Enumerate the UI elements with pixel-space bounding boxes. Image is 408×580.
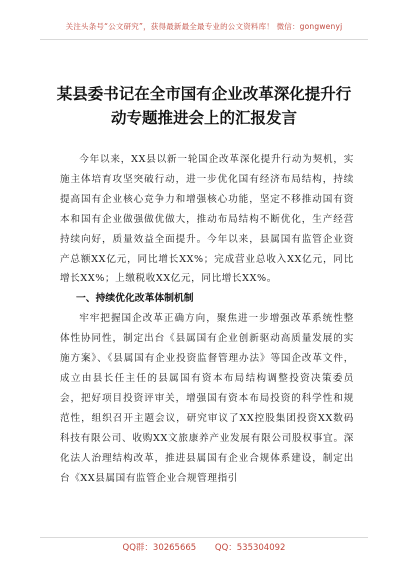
footer-divider <box>40 537 368 538</box>
header-divider <box>40 39 368 40</box>
section-paragraph: 牢牢把握国企改革正确方向，聚焦进一步增强改革系统性整体性协同性，制定出台《县属国有企业创新驱动高质量发展的实施方案》、《县属国有企业投资监督管理办法》等国企改革文件，成立由县长任主任的县属国有资本布局结构调整投资决策委员会，把好项目投资评审关，增强国有资本布局投资的科学性和规范性，组织召开主题会议，研究审议了XX控股集团投资XX数码科技有限公司、收购XX文旅康养产业发展有限公司股权事宜。深化法人治理结构改革，推进县属国有企业合规体系建设，制定出台《XX县属国有监管企业合规管理指引 <box>60 313 354 484</box>
section-heading: 一、持续优化改革体制机制 <box>76 293 194 305</box>
footer-qq: QQ：535304092 <box>214 543 286 553</box>
header-note: 关注头条号“公文研究”，获得最新最全最专业的公文资料库！ 微信：gongwenyj <box>65 22 343 31</box>
document-body <box>60 150 354 488</box>
footer-qq-group: QQ群：30265665 <box>122 543 197 553</box>
footer <box>0 541 408 553</box>
intro-paragraph: 今年以来，XX县以新一轮国企改革深化提升行动为契机，实施主体培育攻坚突破行动，进一步优化国有经济布局结构，持续提高国有企业核心竞争力和增强核心功能，坚定不移推动国有资本和国有企业做强做优做大，推动布局结构不断优化，生产经营持续向好，质量效益全面提升。今年以来，县属国有监管企业资产总额XX亿元，同比增长XX%；完成营业总收入XX亿元，同比增长XX%；上缴税收XX亿元，同比增长XX%。 <box>60 154 354 285</box>
document-title: 某县委书记在全市国有企业改革深化提升行动专题推进会上的汇报发言 <box>56 85 352 127</box>
